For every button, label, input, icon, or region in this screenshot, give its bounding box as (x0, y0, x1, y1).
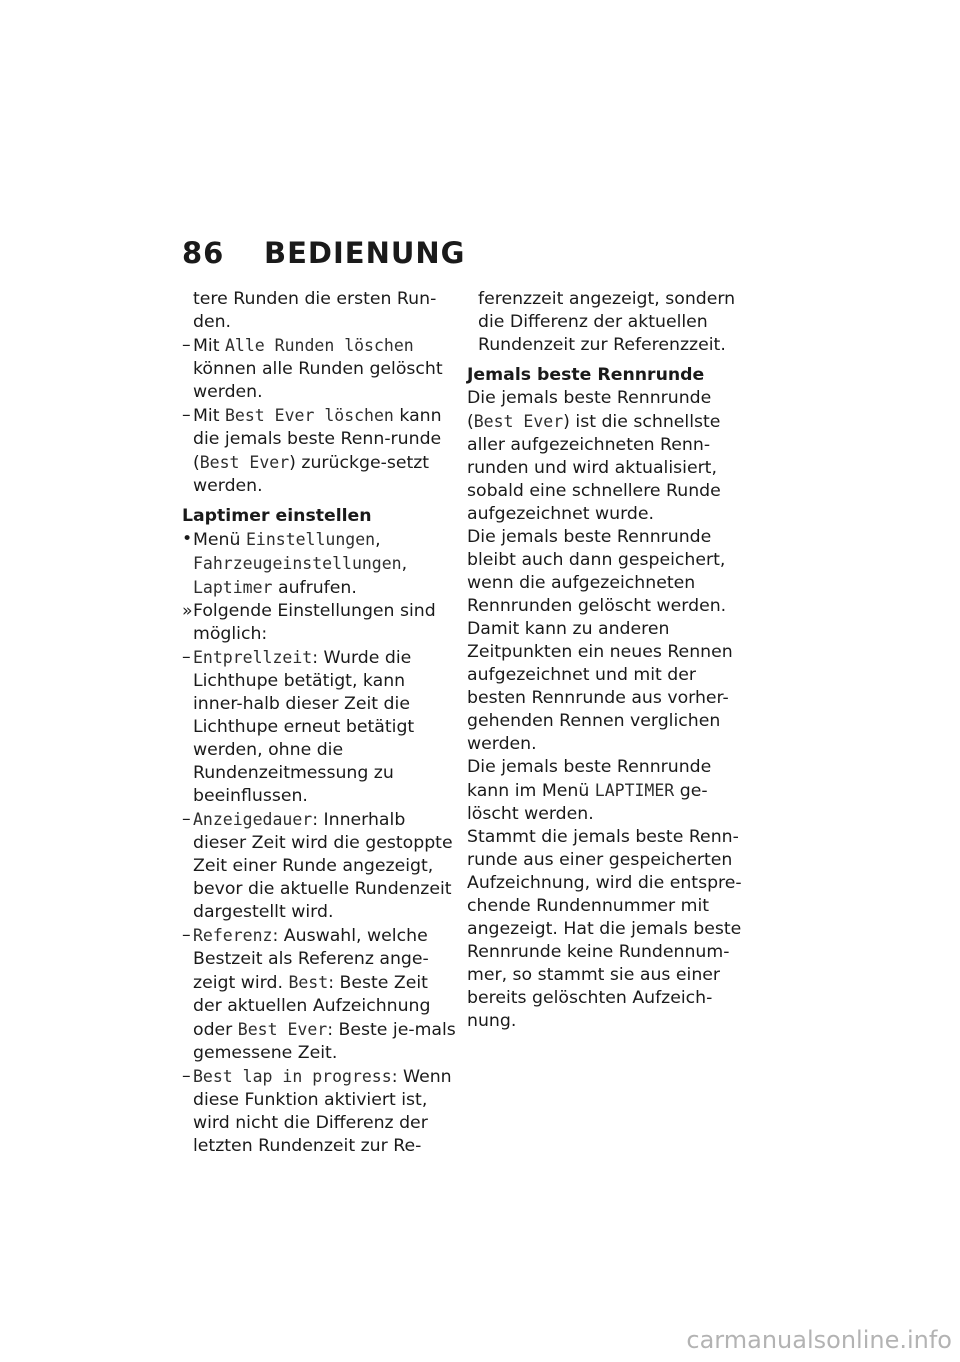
section-title: BEDIENUNG (264, 236, 466, 270)
page-number: 86 (182, 236, 225, 270)
bullet-marker: • (182, 529, 193, 549)
right-column (467, 288, 745, 1033)
continuation-text: tere Runden die ersten Run-den. (193, 289, 437, 332)
dash-marker: – (182, 335, 191, 355)
step-result: » Folgende Einstellungen sind möglich: (182, 601, 436, 644)
paragraph-delete-in-menu: Die jemals beste Rennrunde kann im Menü LAPTIMER ge-löscht werden. (467, 757, 712, 824)
menu-term: Best Ever (237, 1020, 328, 1039)
continuation-text: ferenzzeit angezeigt, sondern die Differenz der aktuellen Rundenzeit zur Referenzzeit. (478, 289, 736, 355)
list-item-delete-all: – Mit Alle Runden löschen können alle Runden gelöscht werden. (182, 335, 443, 402)
menu-term: Fahrzeugeinstellungen (193, 554, 402, 573)
step-open-menu: • Menü Einstellungen, Fahrzeugeinstellungen, Laptimer aufrufen. (182, 529, 408, 598)
menu-term: Alle Runden löschen (224, 336, 414, 355)
menu-term: Entprellzeit (193, 648, 313, 667)
menu-term: Best Ever löschen (224, 406, 394, 425)
option-best-lap-in-progress: – Best lap in progress: Wenn diese Funktion aktiviert ist, wird nicht die Differenz der letzten Rundenzeit zur Re- (182, 1066, 452, 1156)
paragraph-best-ever: Die jemals beste Rennrunde (Best Ever) ist die schnellste aller aufgezeichneten Renn-runden und wird aktualisiert, sobald eine schnellere Runde aufgezeichnet wurde. (467, 388, 721, 524)
paragraph-lap-number: Stammt die jemals beste Renn-runde aus einer gespeicherten Aufzeichnung, wird die entspre-chende Rundennummer mit angezeigt. Hat die jemals beste Rennrunde keine Rundennum-mer, so stammt sie aus einer bereits gelöschten Aufzeich-nung. (467, 827, 742, 1031)
menu-term: LAPTIMER (594, 781, 675, 800)
dash-marker: – (182, 1066, 191, 1086)
dash-marker: – (182, 405, 191, 425)
menu-term: Referenz (193, 926, 273, 945)
heading-laptimer-settings: Laptimer einstellen (182, 506, 372, 526)
menu-term: Einstellungen (245, 530, 376, 549)
heading-best-race-lap: Jemals beste Rennrunde (467, 365, 705, 385)
menu-term: Best Ever (199, 453, 290, 472)
page-header (182, 236, 465, 270)
watermark: carmanualsonline.info (686, 1326, 952, 1354)
left-column (182, 288, 460, 1158)
dash-marker: – (182, 809, 191, 829)
menu-term: Best (288, 973, 329, 992)
option-entprellzeit: – Entprellzeit: Wurde die Lichthupe betätigt, kann inner-halb dieser Zeit die Lichthupe erneut betätigt werden, ohne die Rundenzeitmessung zu beeinflussen. (182, 647, 415, 806)
result-marker: » (182, 601, 193, 621)
menu-term: Anzeigedauer (193, 810, 313, 829)
menu-term: Laptimer (193, 578, 273, 597)
dash-marker: – (182, 925, 191, 945)
menu-term: Best Ever (473, 412, 564, 431)
paragraph-stays-saved: Die jemals beste Rennrunde bleibt auch dann gespeichert, wenn die aufgezeichneten Rennrunden gelöscht werden. Damit kann zu anderen Zeitpunkten ein neues Rennen aufgezeichnet und mit der besten Rennrunde aus vorher-gehenden Rennen verglichen werden. (467, 527, 733, 754)
menu-term: Best lap in progress (193, 1067, 392, 1086)
option-anzeigedauer: – Anzeigedauer: Innerhalb dieser Zeit wird die gestoppte Zeit einer Runde angezeigt, bevor die aktuelle Rundenzeit dargestellt wird. (182, 809, 453, 922)
option-referenz: – Referenz: Auswahl, welche Bestzeit als Referenz ange-zeigt wird. Best: Beste Zeit der aktuellen Aufzeichnung oder Best Ever: Beste je-mals gemessene Zeit. (182, 925, 456, 1063)
list-item-delete-best-ever: – Mit Best Ever löschen kann die jemals beste Renn-runde (Best Ever) zurückge-setzt werden. (182, 405, 442, 496)
dash-marker: – (182, 647, 191, 667)
